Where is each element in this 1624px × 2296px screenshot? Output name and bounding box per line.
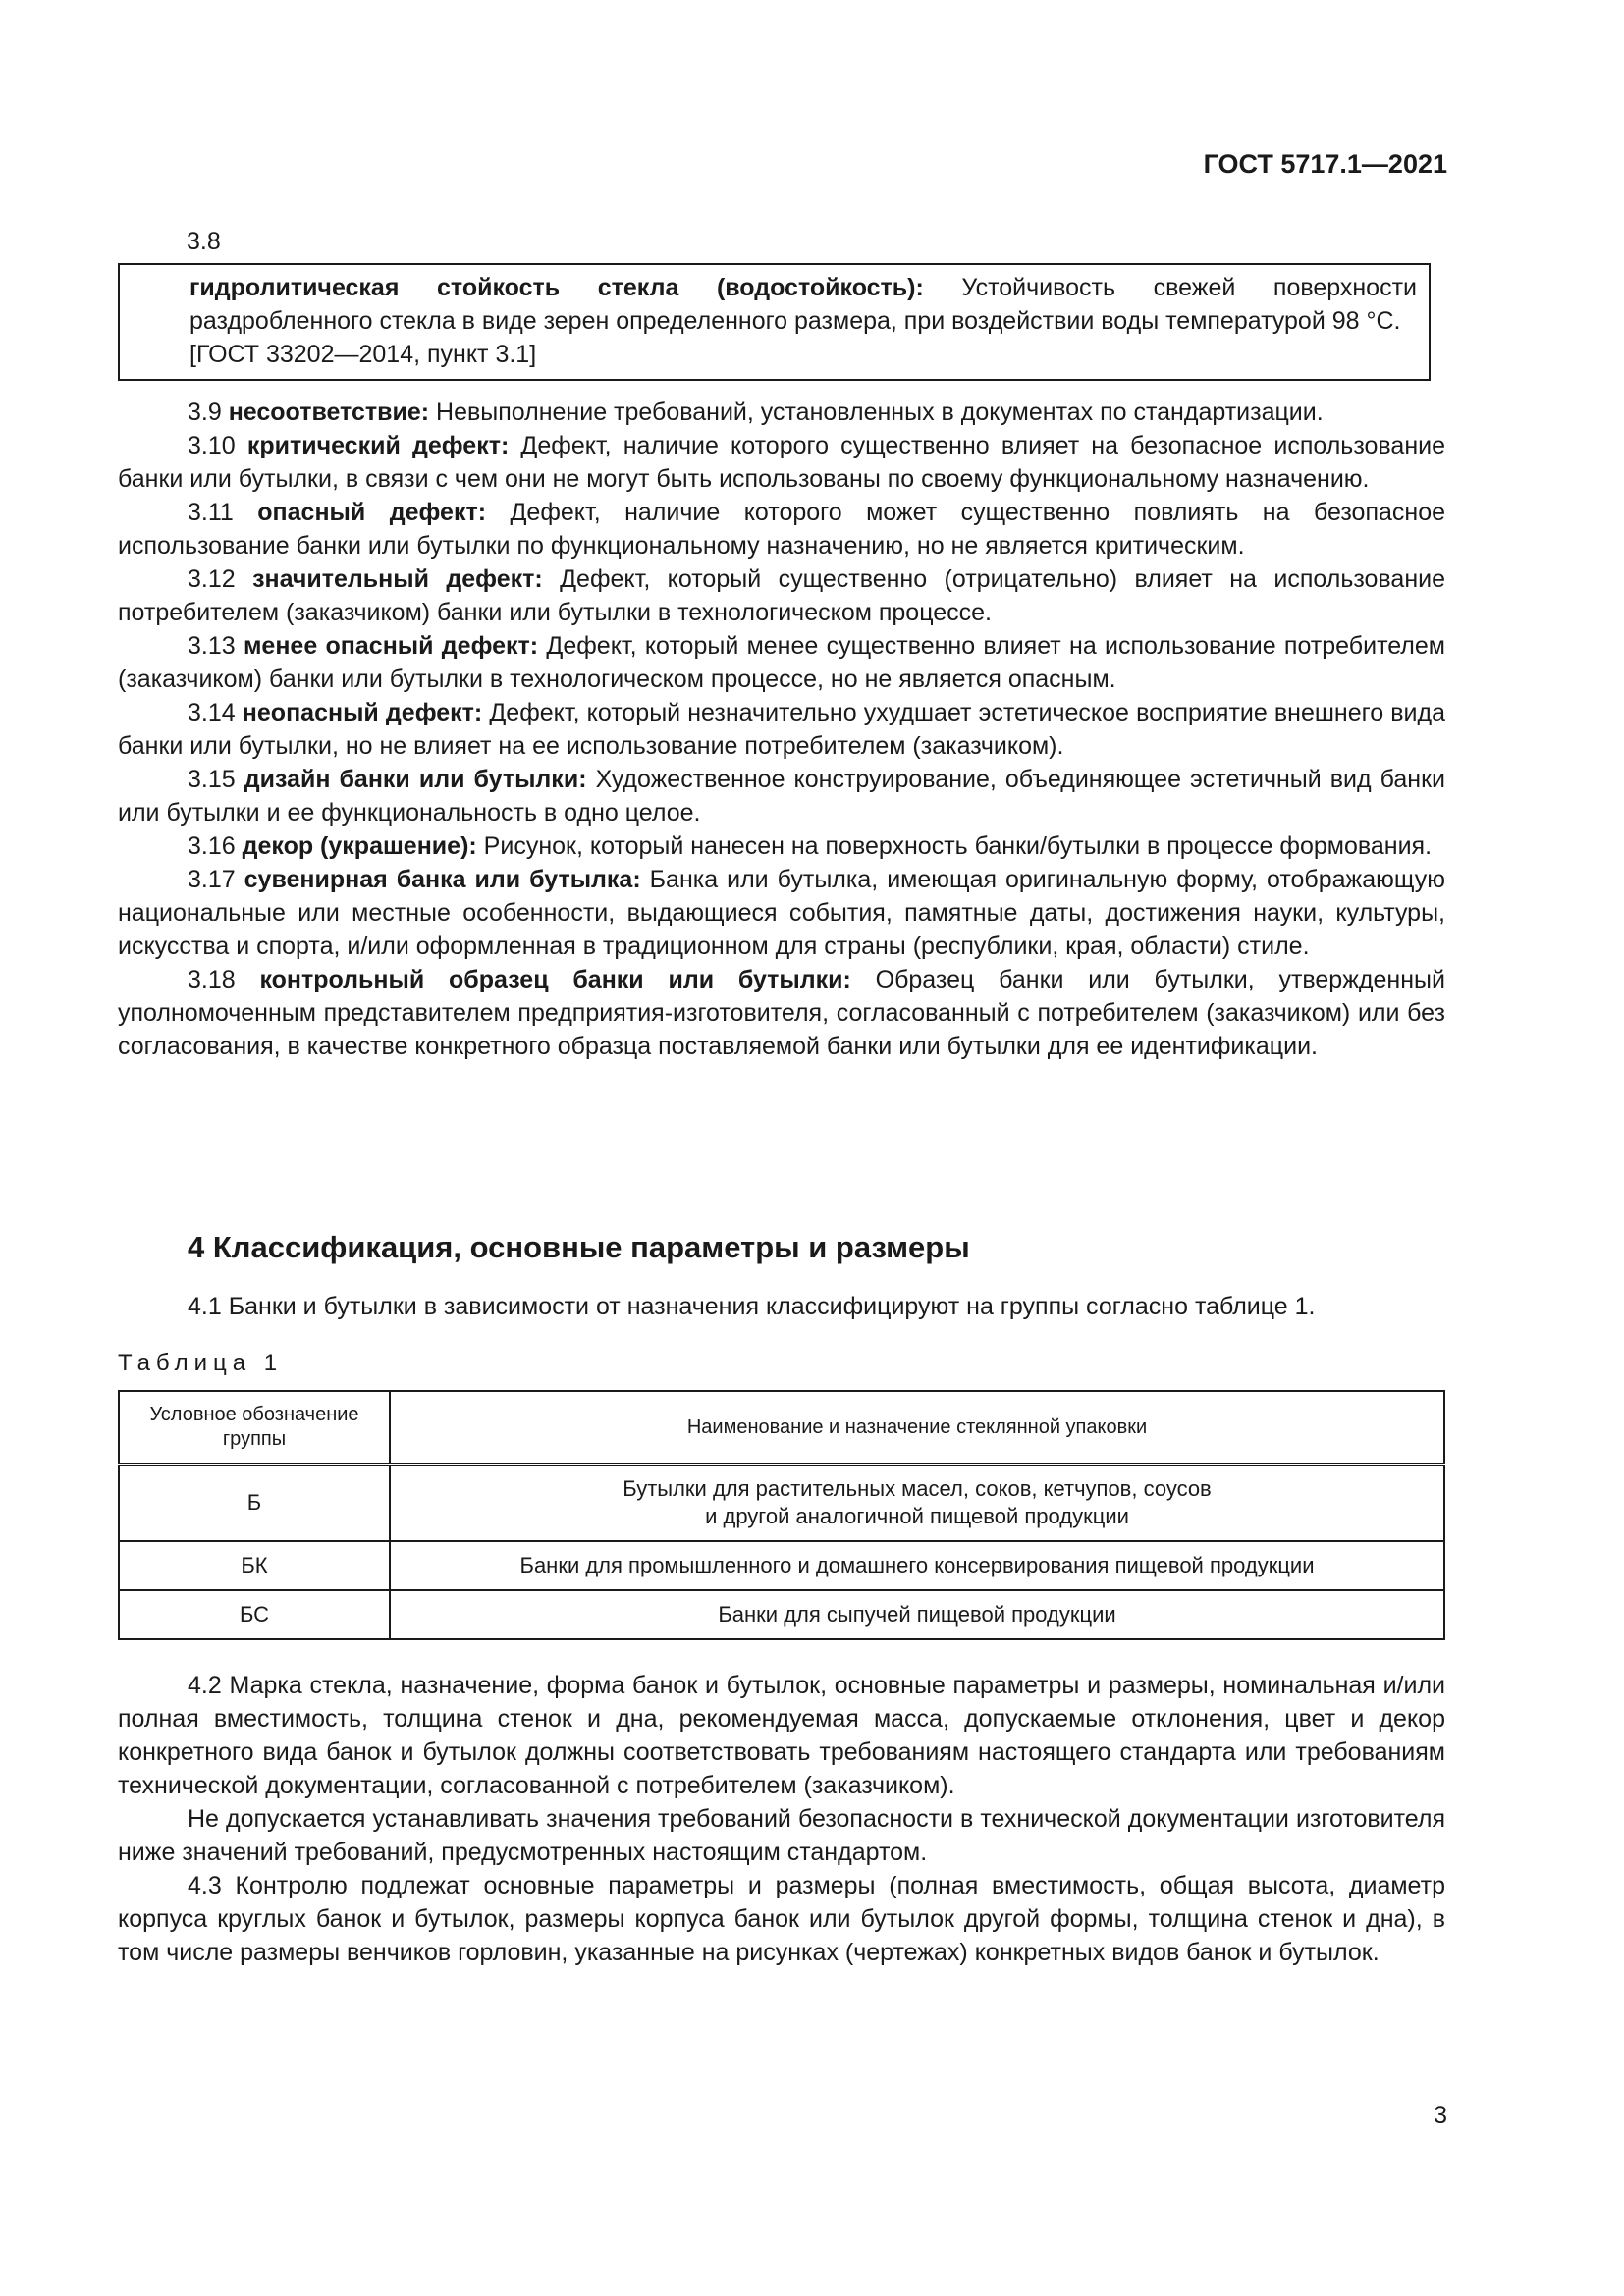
group-desc-cell: Банки для сыпучей пищевой продукции <box>390 1590 1444 1639</box>
definition-item: 3.11 опасный дефект: Дефект, наличие которого может существенно повлиять на безопасное использование банки или бутылки по функциональному назначению, но не является критическим. <box>118 499 1445 560</box>
classification-table <box>118 1390 1445 1640</box>
term-definition <box>189 271 1417 338</box>
group-desc-cell: Банки для промышленного и домашнего консервирования пищевой продукции <box>390 1541 1444 1590</box>
definition-item: 3.17 сувенирная банка или бутылка: Банка или бутылка, имеющая оригинальную форму, отображающую национальные или местные особенности, выдающиеся события, памятные даты, достижения науки, культуры, искусства и спорта, и/или оформленная в традиционном для страны (республики, края, области) стиле. <box>118 866 1445 960</box>
definition-item: 3.14 неопасный дефект: Дефект, который незначительно ухудшает эстетическое восприятие внешнего вида банки или бутылки, но не влияет на ее использование потребителем (заказчиком). <box>118 699 1445 760</box>
paragraph-4-1 <box>118 1290 1445 1323</box>
paragraph-text: 4.2 Марка стекла, назначение, форма банок и бутылок, основные параметры и размеры, номинальная и/или полная вместимость, толщина стенок и дна, рекомендуемая масса, допускаемые отклонения, цвет и декор конкретного вида банок и бутылок должны соответствовать требованиям настоящего стандарта или требованиям технической документации, согласованной с потребителем (заказчиком). <box>118 1672 1445 1799</box>
definition-item: 3.13 менее опасный дефект: Дефект, который менее существенно влияет на использование потребителем (заказчиком) банки или бутылки в технологическом процессе, но не является опасным. <box>118 632 1445 693</box>
term-number: 3.8 <box>187 228 221 255</box>
table-row <box>119 1541 1444 1590</box>
definition-item: 3.12 значительный дефект: Дефект, который существенно (отрицательно) влияет на использование потребителем (заказчиком) банки или бутылки в технологическом процессе. <box>118 565 1446 626</box>
group-code-cell: БС <box>119 1590 390 1639</box>
paragraph-text: Не допускается устанавливать значения требований безопасности в технической документации изготовителя ниже значений требований, предусмотренных настоящим стандартом. <box>118 1805 1445 1866</box>
term-name: гидролитическая стойкость стекла (водостойкость): <box>189 274 924 301</box>
term-text: Устойчивость свежей поверхности раздробленного стекла в виде зерен определенного размера, при воздействии воды температурой 98 °С. <box>189 274 1417 335</box>
paragraph-text: 4.1 Банки и бутылки в зависимости от назначения классифицируют на группы согласно таблице 1. <box>188 1293 1316 1320</box>
standard-code: ГОСТ 5717.1—2021 <box>1203 149 1447 179</box>
definition-item: 3.10 критический дефект: Дефект, наличие которого существенно влияет на безопасное использование банки или бутылки, в связи с чем они не могут быть использованы по своему функциональному назначению. <box>118 432 1445 493</box>
page-number: 3 <box>1434 2102 1447 2129</box>
table-header-row <box>119 1391 1444 1465</box>
table-header-cell: Условное обозначение группы <box>119 1391 390 1465</box>
group-desc-cell: Бутылки для растительных масел, соков, кетчупов, соусов и другой аналогичной пищевой продукции <box>390 1465 1444 1542</box>
table-header-cell: Наименование и назначение стеклянной упаковки <box>390 1391 1444 1465</box>
table-row <box>119 1590 1444 1639</box>
paragraph-text: 4.3 Контролю подлежат основные параметры и размеры (полная вместимость, общая высота, диаметр корпуса круглых банок и бутылок, размеры корпуса банок или бутылок другой формы, толщина стенок и дна), в том числе размеры венчиков горловин, указанные на рисунках (чертежах) конкретных видов банок и бутылок. <box>118 1872 1445 1966</box>
group-code-cell: Б <box>119 1465 390 1542</box>
table-row <box>119 1465 1444 1542</box>
definition-item: 3.18 контрольный образец банки или бутылки: Образец банки или бутылки, утвержденный уполномоченным представителем предприятия-изготовителя, согласованный с потребителем (заказчиком) или без согласования, в качестве конкретного образца поставляемой банки или бутылки для ее идентификации. <box>118 966 1445 1060</box>
definition-item: 3.16 декор (украшение): Рисунок, который нанесен на поверхность банки/бутылки в процессе формования. <box>188 832 1433 860</box>
group-code-cell: БК <box>119 1541 390 1590</box>
term-source: [ГОСТ 33202—2014, пункт 3.1] <box>189 341 537 368</box>
definition-item: 3.15 дизайн банки или бутылки: Художественное конструирование, объединяющее эстетичный вид банки или бутылки и ее функциональность в одно целое. <box>118 766 1446 827</box>
table-caption: Таблица 1 <box>118 1350 284 1376</box>
section-heading: 4 Классификация, основные параметры и размеры <box>188 1230 970 1264</box>
definitions-list <box>118 396 1445 1063</box>
term-definition-box <box>118 263 1431 381</box>
definition-item: 3.9 несоответствие: Невыполнение требований, установленных в документах по стандартизации. <box>188 399 1324 426</box>
paragraph-4-2 <box>118 1669 1445 1969</box>
